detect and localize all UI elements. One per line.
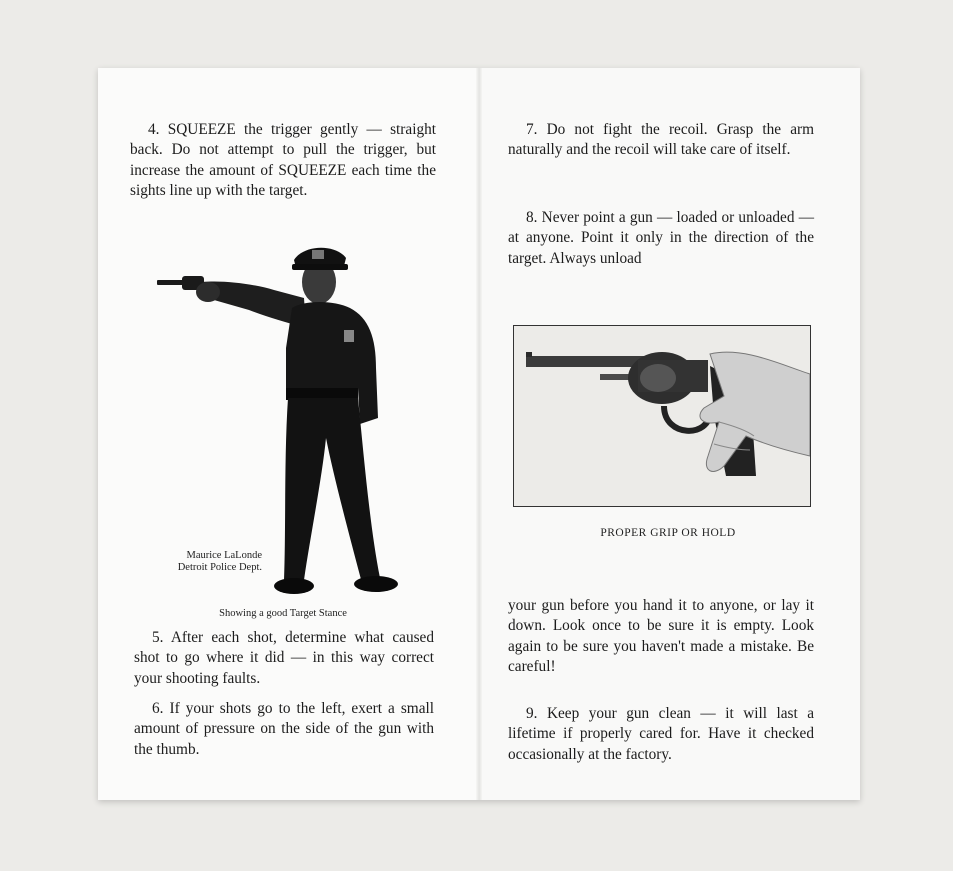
paragraph-7: 7. Do not fight the recoil. Grasp the arm naturally and the recoil will take care of itself.	[508, 121, 814, 159]
booklet-gutter	[476, 68, 482, 800]
open-booklet	[98, 68, 860, 800]
stance-caption: Showing a good Target Stance	[219, 608, 347, 619]
revolver-grip-illustration	[514, 326, 810, 506]
proper-grip-photo	[513, 325, 811, 507]
paragraph-8-continued: your gun before you hand it to anyone, or lay it down. Look once to be sure it is empty. Look again to be sure you haven't made a mistake. Be careful!	[508, 597, 814, 675]
paragraph-4: 4. SQUEEZE the trigger gently — straight back. Do not attempt to pull the trigger, but increase the amount of SQUEEZE each time the sights line up with the target.	[130, 121, 436, 199]
officer-name: Maurice LaLonde	[186, 550, 262, 561]
officer-department: Detroit Police Dept.	[177, 562, 262, 573]
paragraph-8: 8. Never point a gun — loaded or unloaded — at anyone. Point it only in the direction of the target. Always unload	[508, 209, 814, 267]
paragraph-9: 9. Keep your gun clean — it will last a lifetime if properly cared for. Have it checked occasionally at the factory.	[508, 705, 814, 763]
grip-caption: PROPER GRIP OR HOLD	[600, 527, 736, 539]
officer-name-caption	[152, 550, 262, 574]
paragraph-5: 5. After each shot, determine what caused shot to go where it did — in this way correct your shooting faults.	[134, 629, 434, 687]
paragraph-6: 6. If your shots go to the left, exert a small amount of pressure on the side of the gun with the thumb.	[134, 700, 434, 758]
